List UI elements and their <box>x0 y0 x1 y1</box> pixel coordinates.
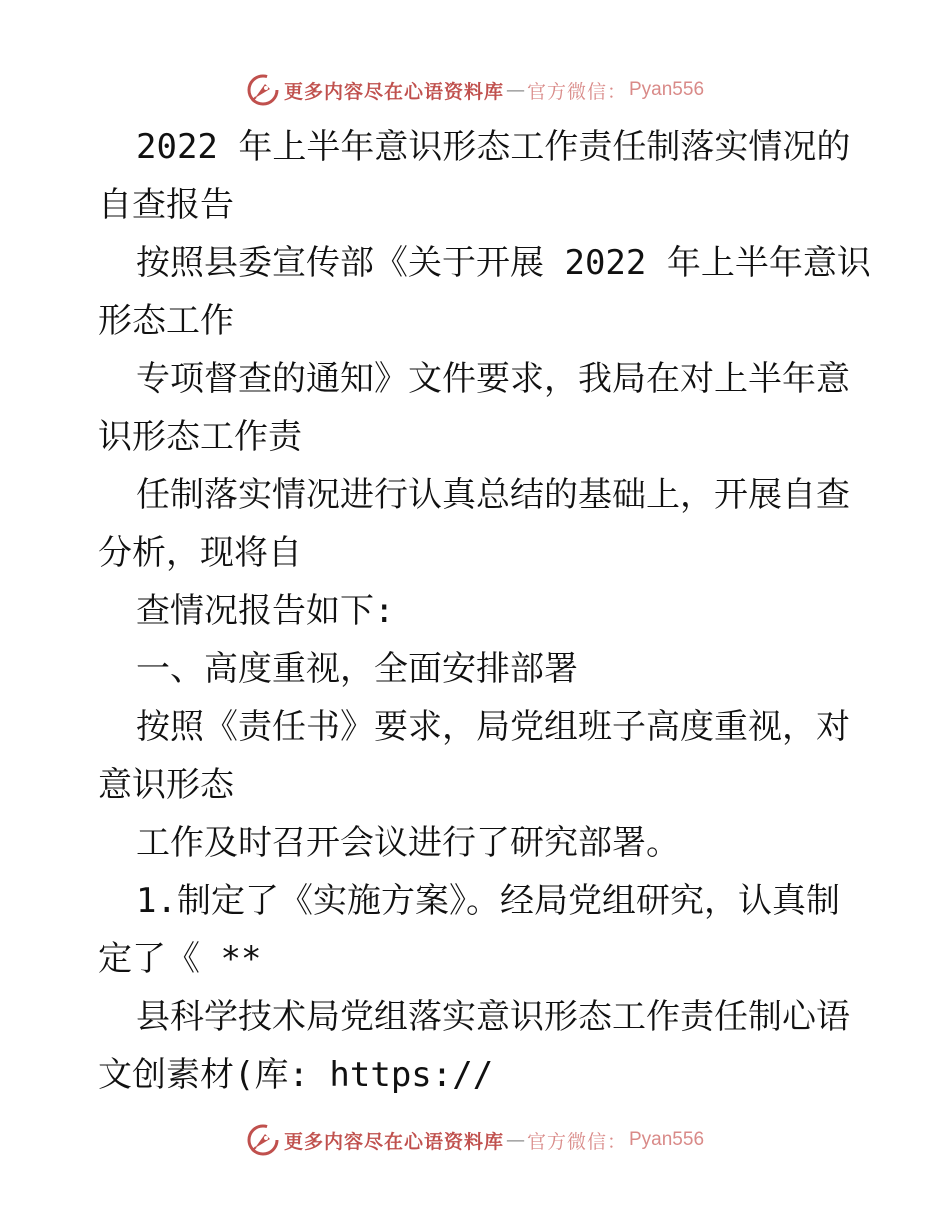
doc-paragraph-line: 县科学技术局党组落实意识形态工作责任制心语 <box>136 997 850 1037</box>
doc-paragraph-line: 形态工作 <box>98 301 234 341</box>
doc-paragraph-line: 1.制定了《实施方案》。经局党组研究，认真制 <box>136 881 840 921</box>
document-body <box>98 118 871 1104</box>
doc-paragraph-line: 专项督查的通知》文件要求，我局在对上半年意 <box>136 359 850 399</box>
doc-paragraph-line: 查情况报告如下: <box>136 591 395 631</box>
doc-title-line-1: 2022 年上半年意识形态工作责任制落实情况的 <box>136 127 851 167</box>
banner-official-wechat-label: 官方微信： <box>526 1130 627 1153</box>
footer-watermark-banner <box>0 1120 950 1160</box>
doc-paragraph-line: 定了《 ** <box>98 939 262 979</box>
banner-wechat-id: Pyan556 <box>629 1129 705 1150</box>
doc-paragraph-line: 文创素材(库: https:// <box>98 1055 494 1095</box>
doc-paragraph-line: 工作及时召开会议进行了研究部署。 <box>136 823 680 863</box>
doc-paragraph-line: 任制落实情况进行认真总结的基础上，开展自查 <box>136 475 850 515</box>
doc-section-heading: 一、高度重视，全面安排部署 <box>136 649 578 689</box>
banner-dash: — <box>505 79 525 101</box>
doc-paragraph-line: 按照《责任书》要求，局党组班子高度重视，对 <box>136 707 850 747</box>
header-watermark-banner <box>0 70 950 110</box>
pen-nib-logo-icon <box>246 1123 280 1157</box>
banner-official-wechat-label: 官方微信： <box>526 80 627 103</box>
banner-wechat-id: Pyan556 <box>629 79 705 100</box>
doc-paragraph-line: 分析，现将自 <box>98 533 302 573</box>
pen-nib-logo-icon <box>246 73 280 107</box>
doc-title-line-2: 自查报告 <box>98 185 234 225</box>
doc-paragraph-line: 识形态工作责 <box>98 417 302 457</box>
doc-paragraph-line: 按照县委宣传部《关于开展 2022 年上半年意识 <box>136 243 871 283</box>
banner-main-text: 更多内容尽在心语资料库 <box>283 80 504 103</box>
banner-main-text: 更多内容尽在心语资料库 <box>283 1130 504 1153</box>
doc-paragraph-line: 意识形态 <box>98 765 234 805</box>
banner-dash: — <box>505 1129 525 1151</box>
